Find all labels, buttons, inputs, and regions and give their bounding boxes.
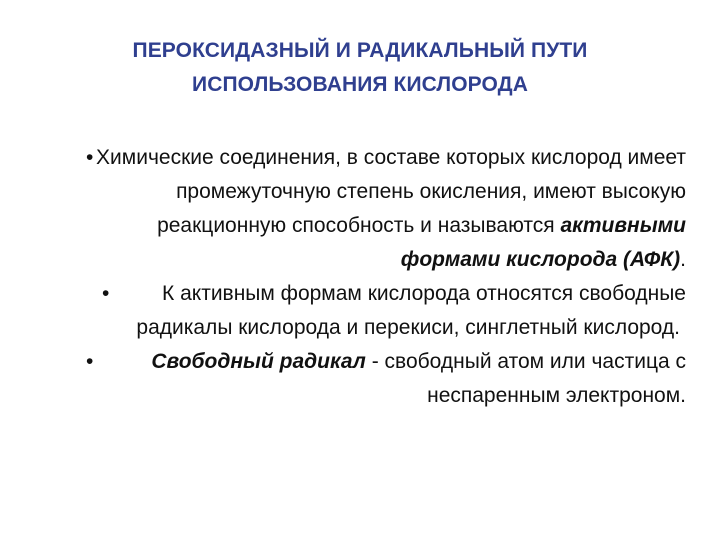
bullet-text: К активным формам кислорода относятся свободные радикалы кислорода и перекиси, синглетный кислород. xyxy=(136,282,686,339)
bullet-dot-icon: • xyxy=(86,350,94,373)
title-line-2: ИСПОЛЬЗОВАНИЯ КИСЛОРОДА xyxy=(192,73,528,96)
bullet-item-free-radical xyxy=(86,345,686,413)
bullet-dot-icon: • xyxy=(102,282,110,305)
bullet-item-afk-types xyxy=(86,277,686,345)
bullet-tail: . xyxy=(680,248,686,271)
bullet-text: - свободный атом или частица с неспаренным электроном. xyxy=(371,350,686,407)
bullet-emphasis: активными формами кислорода (АФК) xyxy=(400,214,686,271)
bullet-list xyxy=(86,141,686,413)
bullet-dot-icon: • xyxy=(86,146,94,169)
title-line-1: ПЕРОКСИДАЗНЫЙ И РАДИКАЛЬНЫЙ ПУТИ xyxy=(132,39,588,62)
slide-title xyxy=(30,34,690,102)
bullet-emphasis: Свободный радикал xyxy=(151,350,366,373)
bullet-item-afk-definition xyxy=(86,141,686,277)
bullet-text: Химические соединения, в составе которых кислород имеет промежуточную степень окисления, имеют высокую реакционную способность и называются xyxy=(96,146,686,237)
